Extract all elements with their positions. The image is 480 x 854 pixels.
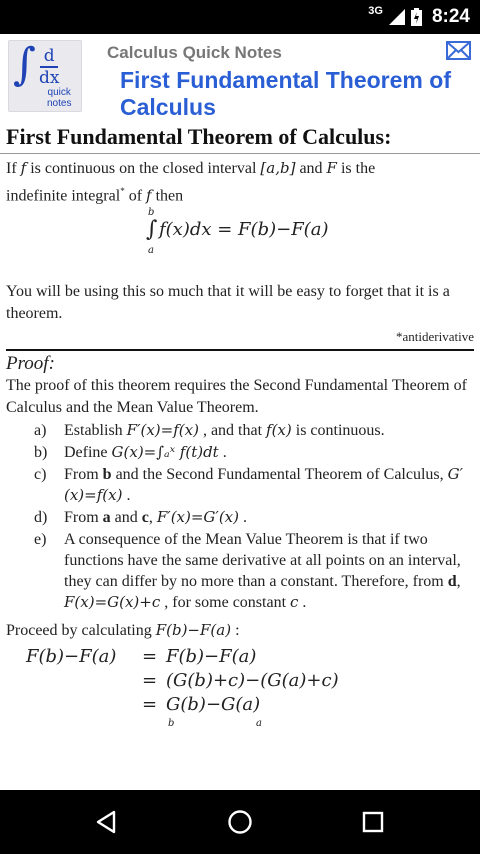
partial-upper-b: b (168, 718, 175, 730)
calc-eq: = (142, 670, 158, 692)
divider (6, 349, 474, 351)
network-type: 3G (368, 5, 383, 17)
back-button[interactable] (86, 804, 126, 840)
status-bar (0, 0, 480, 34)
partial-upper-a: a (256, 718, 262, 730)
logo-fraction: d dx (39, 46, 60, 88)
calc-rhs: (G(b)+c)−(G(a)+c) (166, 670, 339, 692)
section-title: First Fundamental Theorem of Calculus: (0, 124, 480, 154)
battery-icon (411, 8, 422, 26)
definition-text: If f is continuous on the closed interval [a,b] and F is the indefinite integral* of f then (6, 159, 376, 205)
footnote: *antiderivative (396, 329, 474, 345)
integral-equation: b ∫ a f(x)dx = F(b)−F(a) (146, 207, 329, 257)
calc-rhs: G(b)−G(a) (166, 694, 261, 716)
app-logo (8, 40, 82, 112)
calculation-block (6, 642, 474, 772)
list-item: c) From b and the Second Fundamental Theorem of Calculus, G′(x)=f(x) . (34, 465, 464, 505)
mail-icon[interactable] (446, 41, 471, 60)
theorem-note: You will be using this so much that it will be easy to forget that it is a theorem. (6, 283, 450, 323)
home-icon (227, 809, 253, 835)
navigation-bar (0, 790, 480, 854)
calc-eq: = (142, 646, 158, 668)
list-item: e) A consequence of the Mean Value Theorem is that if two functions have the same derivative at all points on an interval, they can differ by no more than a constant. Therefore, from d, F(x)=G(x)+c , for some constant c . (34, 531, 461, 612)
signal-icon (389, 9, 405, 25)
calc-lhs: F(b)−F(a) (26, 646, 117, 668)
logo-text: quick notes (47, 87, 72, 109)
list-item: d) From a and c, F′(x)=G′(x) . (34, 508, 247, 527)
recents-button[interactable] (353, 804, 393, 840)
list-item: b) Define G(x)=∫ₐˣ f(t)dt . (34, 443, 227, 462)
proof-label: Proof: (6, 353, 55, 375)
app-title: Calculus Quick Notes (107, 43, 282, 62)
topic-title: First Fundamental Theorem of Calculus (120, 67, 451, 120)
list-item: a) Establish F′(x)=f(x) , and that f(x) is continuous. (34, 421, 385, 440)
calc-eq: = (142, 694, 158, 716)
back-icon (95, 810, 117, 834)
calc-rhs: F(b)−F(a) (166, 646, 257, 668)
recents-icon (361, 810, 385, 834)
proceed-text: Proceed by calculating F(b)−F(a) : (6, 621, 240, 640)
proof-steps (6, 420, 474, 613)
note-content[interactable] (0, 124, 480, 790)
integral-logo-glyph: ∫ (13, 39, 36, 90)
status-right (368, 0, 470, 34)
home-button[interactable] (220, 804, 260, 840)
proof-intro: The proof of this theorem requires the Second Fundamental Theorem of Calculus and the Mean Value Theorem. (6, 377, 467, 417)
clock: 8:24 (431, 6, 470, 27)
app-header (0, 34, 480, 124)
